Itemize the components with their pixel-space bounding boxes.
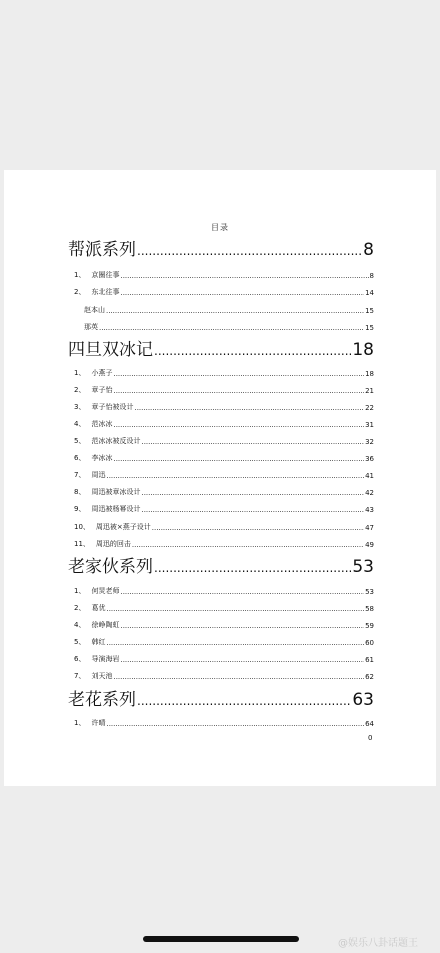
- entry-page: 58: [365, 605, 374, 613]
- dot-leader: [99, 324, 364, 332]
- dot-leader: [106, 639, 364, 647]
- entry-page: 61: [365, 656, 374, 664]
- dot-leader: [113, 387, 364, 395]
- entry-title: 老家伙系列: [68, 557, 153, 577]
- dot-leader: [120, 588, 364, 596]
- toc-entry[interactable]: [74, 520, 374, 532]
- entry-title: 周迅被杨幂设计: [91, 505, 141, 513]
- toc-entry[interactable]: [74, 669, 374, 681]
- toc-entry[interactable]: [68, 336, 374, 360]
- entry-title: 四旦双冰记: [68, 340, 153, 360]
- entry-page: 53: [352, 557, 374, 577]
- entry-page: 31: [365, 421, 374, 429]
- toc-entry[interactable]: [74, 635, 374, 647]
- dot-leader: [113, 455, 364, 463]
- toc-entry[interactable]: [74, 485, 374, 497]
- entry-title: 葛优: [91, 604, 106, 612]
- entry-number: 4、: [74, 621, 86, 629]
- entry-title: 徐峥陶虹: [91, 621, 120, 629]
- entry-number: 5、: [74, 638, 86, 646]
- dot-leader: [141, 438, 364, 446]
- entry-title: 何炅老师: [91, 587, 120, 595]
- entry-page: 22: [365, 404, 374, 412]
- entry-number: 10、: [74, 523, 90, 531]
- entry-page: 18: [365, 370, 374, 378]
- entry-title: 范冰冰被反设计: [91, 437, 141, 445]
- entry-title: 刘天池: [91, 672, 113, 680]
- entry-page: 36: [365, 455, 374, 463]
- dot-leader: [141, 489, 364, 497]
- dot-leader: [154, 342, 351, 360]
- toc-entry[interactable]: [74, 451, 374, 463]
- toc-entry[interactable]: [74, 537, 374, 549]
- toc-entry[interactable]: [84, 303, 374, 315]
- toc-entry[interactable]: [74, 601, 374, 613]
- toc-entry[interactable]: [84, 320, 374, 332]
- toc-entry[interactable]: [74, 383, 374, 395]
- dot-leader: [113, 673, 364, 681]
- toc-entry[interactable]: [74, 618, 374, 630]
- entry-number: 7、: [74, 672, 86, 680]
- entry-page: 15: [365, 307, 374, 315]
- entry-title: 东北往事: [91, 288, 120, 296]
- entry-title: 周迅的回击: [95, 540, 131, 548]
- entry-title: 小燕子: [91, 369, 113, 377]
- entry-number: 3、: [74, 403, 86, 411]
- entry-title: 章子怡: [91, 386, 113, 394]
- entry-page: 8: [369, 272, 374, 280]
- toc-entry[interactable]: [74, 400, 374, 412]
- entry-title: 老花系列: [68, 690, 136, 710]
- dot-leader: [106, 472, 364, 480]
- dot-leader: [120, 272, 368, 280]
- entry-number: 6、: [74, 655, 86, 663]
- entry-title: 许晴: [91, 719, 106, 727]
- entry-page: 18: [352, 340, 374, 360]
- dot-leader: [137, 692, 351, 710]
- entry-number: 1、: [74, 719, 86, 727]
- dot-leader: [106, 720, 364, 728]
- entry-number: 6、: [74, 454, 86, 462]
- dot-leader: [120, 622, 364, 630]
- toc-entry[interactable]: [74, 417, 374, 429]
- toc-entry[interactable]: [74, 434, 374, 446]
- entry-number: 7、: [74, 471, 86, 479]
- dot-leader: [113, 370, 364, 378]
- entry-page: 42: [365, 489, 374, 497]
- toc-entry[interactable]: [74, 285, 374, 297]
- toc-heading: 目录: [211, 223, 229, 232]
- dot-leader: [154, 559, 351, 577]
- dot-leader: [106, 307, 364, 315]
- dot-leader: [141, 506, 364, 514]
- entry-title: 范冰冰: [91, 420, 113, 428]
- toc-entry[interactable]: [74, 502, 374, 514]
- entry-title: 李冰冰: [91, 454, 113, 462]
- entry-title: 周迅被章冰设计: [91, 488, 141, 496]
- dot-leader: [106, 605, 364, 613]
- document-page: [4, 170, 436, 786]
- toc-entry[interactable]: [74, 716, 374, 728]
- entry-page: 15: [365, 324, 374, 332]
- entry-title: 韩红: [91, 638, 106, 646]
- entry-number: 1、: [74, 271, 86, 279]
- entry-title: 京圈往事: [91, 271, 120, 279]
- entry-title: 赵本山: [84, 306, 105, 314]
- dot-leader: [113, 421, 364, 429]
- entry-page: 63: [352, 690, 374, 710]
- entry-number: 1、: [74, 369, 86, 377]
- entry-page: 64: [365, 720, 374, 728]
- dot-leader: [137, 242, 362, 260]
- entry-number: 2、: [74, 386, 86, 394]
- entry-number: 2、: [74, 604, 86, 612]
- entry-title: 周迅: [91, 471, 106, 479]
- entry-number: 4、: [74, 420, 86, 428]
- entry-number: 8、: [74, 488, 86, 496]
- dot-leader: [120, 656, 364, 664]
- entry-title: 那英: [84, 323, 98, 331]
- entry-title: 帮派系列: [68, 240, 136, 260]
- entry-page: 62: [365, 673, 374, 681]
- watermark: @娱乐八卦话题王: [338, 938, 418, 949]
- entry-number: 9、: [74, 505, 86, 513]
- entry-page: 49: [365, 541, 374, 549]
- dot-leader: [132, 541, 364, 549]
- entry-page: 47: [365, 524, 374, 532]
- home-indicator[interactable]: [143, 936, 299, 942]
- dot-leader: [152, 524, 364, 532]
- toc-entry[interactable]: [68, 236, 374, 260]
- entry-page: 53: [365, 588, 374, 596]
- entry-page: 59: [365, 622, 374, 630]
- toc-entry[interactable]: [74, 268, 374, 280]
- toc-entry[interactable]: [74, 366, 374, 378]
- entry-page: 41: [365, 472, 374, 480]
- toc-entry[interactable]: [74, 468, 374, 480]
- toc-entry[interactable]: [74, 584, 374, 596]
- toc-entry[interactable]: [68, 553, 374, 577]
- entry-title: 导演海岩: [91, 655, 120, 663]
- entry-number: 2、: [74, 288, 86, 296]
- entry-title: 章子怡被设计: [91, 403, 134, 411]
- entry-page: 60: [365, 639, 374, 647]
- entry-number: 11、: [74, 540, 90, 548]
- toc-entry[interactable]: [74, 652, 374, 664]
- toc-entry[interactable]: [68, 686, 374, 710]
- page-number: 0: [368, 734, 373, 742]
- dot-leader: [120, 289, 364, 297]
- entry-page: 21: [365, 387, 374, 395]
- entry-page: 43: [365, 506, 374, 514]
- entry-page: 32: [365, 438, 374, 446]
- dot-leader: [134, 404, 364, 412]
- entry-number: 5、: [74, 437, 86, 445]
- entry-title: 周迅被×燕子设计: [95, 523, 151, 531]
- entry-page: 14: [365, 289, 374, 297]
- entry-number: 1、: [74, 587, 86, 595]
- entry-page: 8: [363, 240, 374, 260]
